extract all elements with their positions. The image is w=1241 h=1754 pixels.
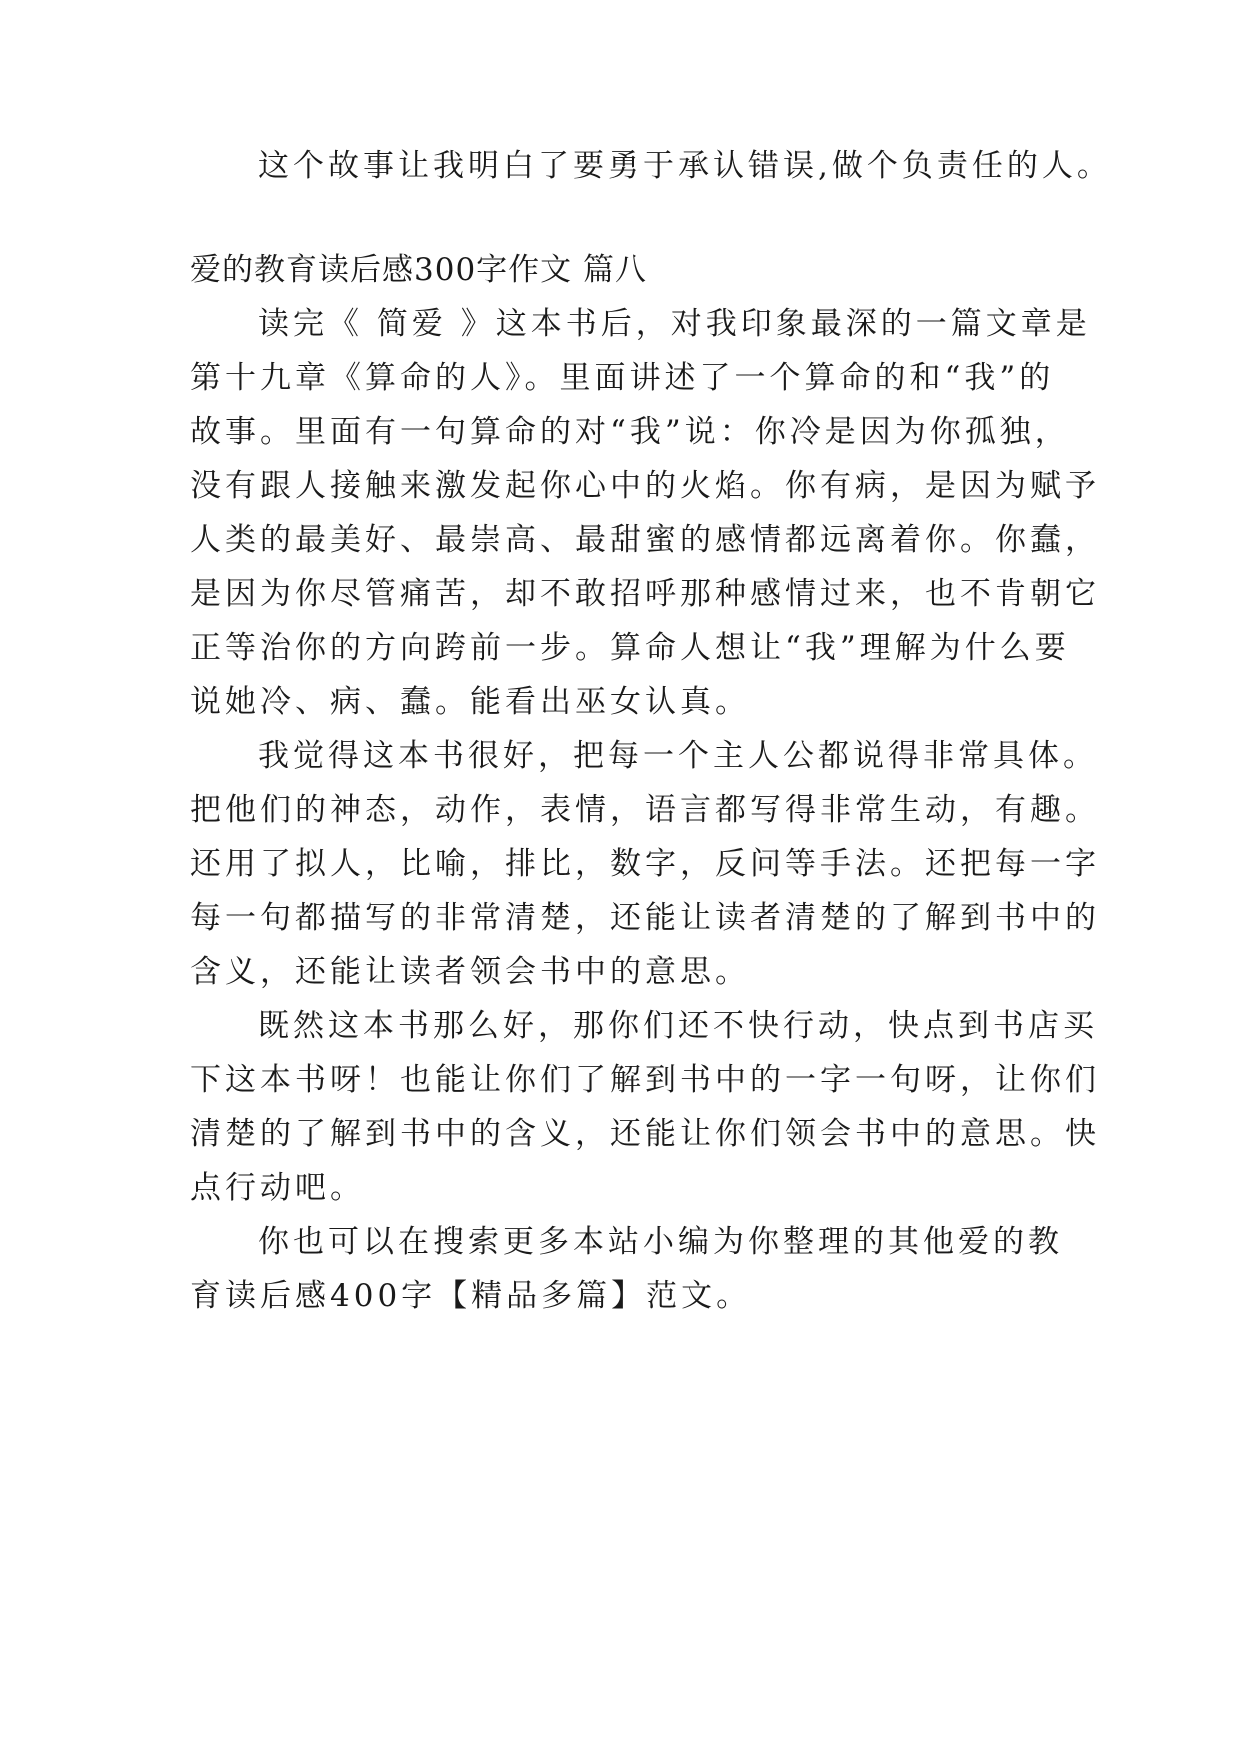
section-heading: 爱的教育读后感300字作文 篇八 — [190, 252, 648, 288]
paragraph-line: 还用了拟人，比喻，排比，数字，反问等手法。还把每一字 — [190, 846, 1100, 882]
paragraph-line: 你也可以在搜索更多本站小编为你整理的其他爱的教 — [258, 1224, 1063, 1260]
paragraph-line: 下这本书呀！也能让你们了解到书中的一字一句呀，让你们 — [190, 1062, 1100, 1098]
paragraph-line: 说她冷、病、蠢。能看出巫女认真。 — [190, 684, 750, 720]
paragraph-line: 把他们的神态，动作，表情，语言都写得非常生动，有趣。 — [190, 792, 1100, 828]
paragraph-line: 没有跟人接触来激发起你心中的火焰。你有病，是因为赋予 — [190, 468, 1100, 504]
paragraph-line: 含义，还能让读者领会书中的意思。 — [190, 954, 750, 990]
paragraph-line: 故事。里面有一句算命的对“我”说：你冷是因为你孤独， — [190, 414, 1070, 450]
paragraph-line: 我觉得这本书很好，把每一个主人公都说得非常具体。 — [258, 738, 1098, 774]
paragraph-line: 第十九章《算命的人》。里面讲述了一个算命的和“我”的 — [190, 360, 1055, 396]
paragraph-line: 读完《 简爱 》这本书后，对我印象最深的一篇文章是 — [258, 306, 1091, 342]
paragraph-line: 育读后感400字【精品多篇】范文。 — [190, 1278, 752, 1314]
closing-sentence: 这个故事让我明白了要勇于承认错误,做个负责任的人。 — [258, 148, 1112, 184]
paragraph-line: 正等治你的方向跨前一步。算命人想让“我”理解为什么要 — [190, 630, 1070, 666]
paragraph-line: 既然这本书那么好，那你们还不快行动，快点到书店买 — [258, 1008, 1098, 1044]
paragraph-line: 人类的最美好、最崇高、最甜蜜的感情都远离着你。你蠢， — [190, 522, 1100, 558]
paragraph-line: 每一句都描写的非常清楚，还能让读者清楚的了解到书中的 — [190, 900, 1100, 936]
paragraph-line: 清楚的了解到书中的含义，还能让你们领会书中的意思。快 — [190, 1116, 1100, 1152]
paragraph-line: 是因为你尽管痛苦，却不敢招呼那种感情过来，也不肯朝它 — [190, 576, 1100, 612]
paragraph-line: 点行动吧。 — [190, 1170, 365, 1206]
